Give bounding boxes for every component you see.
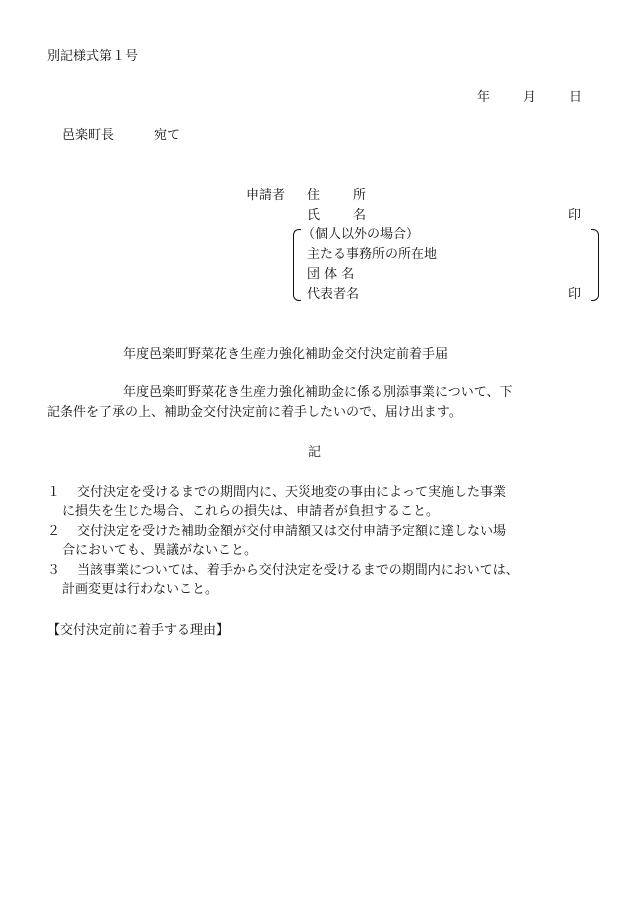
addressee-name: 邑楽町長: [62, 128, 115, 143]
seal-mark-1: 印: [568, 208, 582, 223]
date-day-label: 日: [569, 90, 583, 105]
document-title: 年度邑楽町野菜花き生産力強化補助金交付決定前着手届: [123, 347, 449, 362]
condition-2-line-2: 合においても、異議がないこと。: [62, 543, 258, 558]
condition-1-number: １: [47, 485, 61, 500]
form-number: 別記様式第１号: [47, 49, 139, 64]
name-label: 氏: [307, 208, 321, 223]
addressee-suffix: 宛て: [154, 128, 181, 143]
condition-3-number: ３: [47, 563, 61, 578]
body-line-2: 記条件を了承の上、補助金交付決定前に着手したいので、届け出ます。: [47, 405, 462, 420]
applicant-label: 申請者: [246, 188, 286, 203]
reason-heading: 【交付決定前に着手する理由】: [47, 623, 230, 638]
ki-heading: 記: [308, 445, 322, 460]
condition-3-line-2: 計画変更は行わないこと。: [62, 582, 219, 597]
condition-2-line-1: 交付決定を受けた補助金額が交付申請額又は交付申請予定額に達しない場: [77, 524, 507, 539]
condition-3-line-1: 当該事業については、着手から交付決定を受けるまでの期間内においては、: [77, 563, 519, 578]
condition-1-line-1: 交付決定を受けるまでの期間内に、天災地変の事由によって実施した事業: [77, 485, 507, 500]
address-label-2: 所: [353, 188, 367, 203]
date-year-label: 年: [477, 90, 491, 105]
date-month-label: 月: [523, 90, 537, 105]
body-line-1: 年度邑楽町野菜花き生産力強化補助金に係る別添事業について、下: [123, 385, 513, 400]
left-bracket: [293, 229, 301, 301]
condition-1-line-2: に損失を生じた場合、これらの損失は、申請者が負担すること。: [62, 504, 440, 519]
right-bracket: [591, 229, 599, 301]
representative-label: 代表者名: [307, 287, 360, 302]
non-individual-note: （個人以外の場合）: [302, 227, 420, 242]
office-label: 主たる事務所の所在地: [307, 247, 438, 262]
name-label-2: 名: [353, 208, 367, 223]
group-name-label: 団 体 名: [307, 267, 355, 282]
seal-mark-2: 印: [568, 287, 582, 302]
address-label: 住: [307, 188, 321, 203]
condition-2-number: ２: [47, 524, 61, 539]
